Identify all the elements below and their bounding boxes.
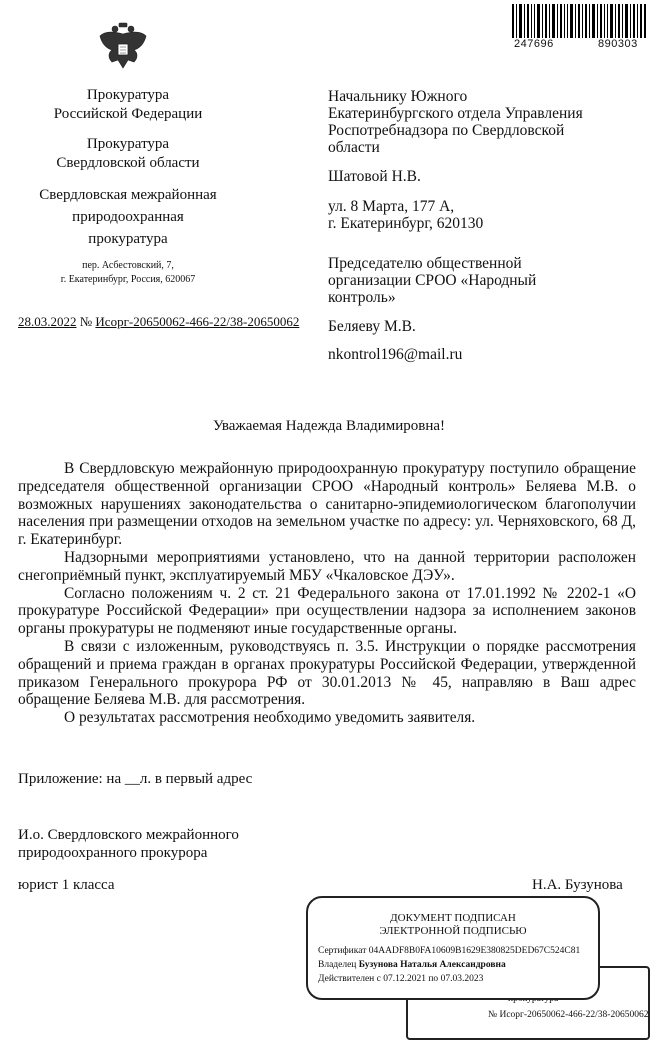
stamp-title: ДОКУМЕНТ ПОДПИСАН — [390, 912, 516, 924]
body-paragraph: О результатах рассмотрения необходимо уведомить заявителя. — [64, 709, 476, 727]
recipient-address: г. Екатеринбург, 620130 — [328, 215, 484, 232]
body-paragraph: Согласно положениям ч. 2 ст. 21 Федерального закона от 17.01.1992 № 2202-1 «О прокуратуре Российской Федерации» при осуществлении надзора за исполнением законов органы прокуратуры не подменяют иные государственные органы. — [18, 584, 636, 638]
attachment-note: Приложение: на __л. в первый адрес — [18, 771, 253, 787]
sender-line: Прокуратура — [86, 87, 170, 103]
sender-line: Российской Федерации — [53, 106, 203, 122]
recipient-line: Начальнику Южного — [328, 88, 468, 105]
signature-line: природоохранного прокурора — [18, 845, 208, 861]
recipient-email: nkontrol196@mail.ru — [328, 346, 463, 363]
recipient-line: Роспотребнадзора по Свердловской — [328, 122, 565, 139]
stamp2-number: № Исорг-20650062-466-22/38-20650062 — [488, 1010, 649, 1020]
recipient-line: организации СРОО «Народный — [328, 272, 537, 289]
recipient-block — [328, 88, 638, 306]
signature-title — [18, 826, 239, 862]
registration-line — [18, 314, 305, 330]
barcode — [512, 4, 646, 38]
stamp-owner: Владелец Бузунова Наталья Александровна — [318, 960, 506, 970]
letter-body — [18, 460, 636, 727]
stamp-validity: Действителен с 07.12.2021 по 07.03.2023 — [318, 974, 484, 984]
sender-line: прокуратура — [88, 231, 168, 247]
body-paragraph: Надзорными мероприятиями установлено, что на данной территории расположен снегоприёмный пункт, эксплуатируемый МБУ «Чкаловское ДЭУ». — [18, 548, 636, 584]
sender-line: природоохранная — [72, 209, 184, 225]
sender-block — [8, 86, 248, 287]
recipient-name: Шатовой Н.В. — [328, 168, 421, 185]
registration-number: Исорг-20650062-466-22/38-20650062 — [95, 314, 300, 329]
signature-line: И.о. Свердловского межрайонного — [18, 827, 239, 843]
body-paragraph: В Свердловскую межрайонную природоохранную прокуратуру поступило обращение председателя общественной организации СРОО «Народный контроль» Беляева М.В. о возможных нарушениях законодательства о санитарно-эпидемиологическом благополучии населения при размещении отходов на земельном участке по адресу: ул. Черняховского, 68 Д, г. Екатеринбург. — [18, 460, 636, 549]
registration-date: 28.03.2022 — [18, 314, 77, 329]
registration-no-label: № — [79, 314, 93, 329]
sender-line: Свердловская межрайонная — [39, 187, 217, 203]
coat-of-arms-icon — [96, 20, 150, 74]
signature-rank: юрист 1 класса — [18, 877, 115, 893]
sender-line: Прокуратура — [86, 136, 170, 152]
sender-address: г. Екатеринбург, Россия, 620067 — [60, 274, 196, 285]
body-paragraph: В связи с изложенным, руководствуясь п. 3.5. Инструкции о порядке рассмотрения обращений и приема граждан в органах прокуратуры Российской Федерации, утвержденной приказом Генерального прокурора РФ от 30.01.2013 № 45, направляю в Ваш адрес обращение Беляева М.В. для рассмотрения. — [18, 637, 636, 709]
recipient-line: контроль» — [328, 289, 396, 306]
recipient-line: Екатеринбургского отдела Управления — [328, 105, 583, 122]
stamp-title: ЭЛЕКТРОННОЙ ПОДПИСЬЮ — [379, 925, 527, 937]
recipient-line: области — [328, 139, 380, 156]
sender-line: Свердловской области — [56, 155, 200, 171]
e-signature-stamp — [306, 896, 600, 1000]
barcode-number-right: 890303 — [598, 38, 638, 50]
stamp-certificate: Сертификат 04AADF8B0FA10609B1629E380825DED67C524C81 — [318, 946, 581, 956]
recipient-line: Председателю общественной — [328, 255, 522, 272]
recipient-second-name: Беляеву М.В. — [328, 318, 416, 335]
barcode-number-left: 247696 — [514, 38, 554, 50]
recipient-address: ул. 8 Марта, 177 А, — [328, 198, 455, 215]
greeting: Уважаемая Надежда Владимировна! — [212, 418, 446, 434]
sender-address: пер. Асбестовский, 7, — [82, 260, 174, 271]
signature-name: Н.А. Бузунова — [532, 877, 623, 893]
